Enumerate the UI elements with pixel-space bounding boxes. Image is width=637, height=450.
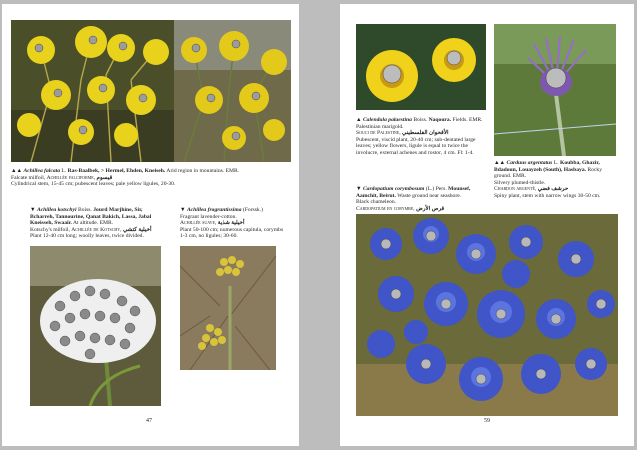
description: Plant 12-40 cm long; woolly leaves, twice divided. — [30, 233, 144, 240]
habitat: At altitude. EMR. — [73, 220, 114, 227]
habitat: Fields. EMR. — [452, 117, 483, 123]
common-name-fr: Souci de Palestine, — [356, 130, 401, 137]
caption-achillea-falcata — [11, 168, 291, 188]
common-name-ar: أخيلية كتشي — [122, 226, 152, 233]
achillea-falcata-closeup-photo — [174, 20, 291, 162]
right-page — [340, 4, 634, 446]
achillea-kotschyi-photo — [30, 246, 161, 406]
description: Plant 50-100 cm; numerous capitula, corymbs 1-3 cm, no ligules; 30-60. — [180, 226, 284, 240]
common-name: Falcate milfoil, — [11, 174, 46, 181]
description: Pubescent, viscid plant, 20-40 cm; sub-dentated large leaves; yellow flowers, ligule is equal to twice the involucre, external achenes and rostor, 4 cm. Fl: 1-4. — [356, 136, 476, 156]
locations: Naqoura. — [428, 117, 452, 123]
achillea-fragrantissima-photo — [180, 246, 276, 370]
species-author: Boiss. — [77, 207, 92, 213]
caption-carduus-argentatus — [494, 160, 618, 200]
common-name-ar: أخيلية شذية — [217, 220, 245, 227]
page-number: 47 — [146, 418, 152, 424]
species-name: Carduus argentatus — [506, 160, 553, 166]
caption-cardopatium-corymbosum — [356, 186, 488, 212]
caption-calendula-palaestina — [356, 117, 486, 157]
achillea-falcata-photo — [11, 20, 174, 162]
left-page — [2, 4, 299, 446]
common-name-fr: Cardopatium en corymbe, — [356, 205, 415, 212]
species-author: L. — [61, 168, 67, 174]
common-name: Fragrant lavender-cotton. — [180, 213, 237, 220]
common-name-fr: Achillée de Kotschy, — [71, 226, 122, 233]
common-name-ar: قيسوم — [96, 174, 113, 181]
species-author: (L.) Pers. — [425, 186, 447, 192]
cardopatium-corymbosum-photo — [356, 214, 618, 416]
carduus-argentatus-photo — [494, 24, 616, 156]
description: Spiny plant, stem with narrow wings 30-50 cm. — [494, 192, 601, 199]
species-name: Achillea kotschyi — [36, 207, 77, 213]
species-author: (Forssk.) — [242, 207, 263, 213]
locations: Jourd Marjhine, Sir, Bcharreh, Tannourine, Qanat Bakich, Lassa, Jabal Kneisseh, Swaaïr. — [30, 207, 152, 227]
caption-marker: ▼ — [180, 207, 186, 213]
species-name: Achillea falcata — [23, 168, 60, 174]
habitat: Waste ground near seashore. — [397, 192, 462, 199]
species-author: L. — [553, 160, 559, 166]
locations: Ras-Baalbek, > Hermel, Ehden, Kneiseh. — [67, 168, 166, 174]
common-name-ar: حرشف فضي — [537, 186, 569, 193]
common-name-ar: قرص الأرض — [416, 205, 445, 212]
locations: Koubba, Ghazir, Bdadoun, Louayzeh (South), Hasbaya. — [494, 160, 600, 173]
habitat: Arid region in mountains. EMR. — [166, 168, 240, 174]
common-name-fr: Achillée suave, — [180, 220, 217, 227]
species-name: Cardopatium corymbosum — [362, 186, 425, 192]
description: Cylindrical stem, 15-45 cm; pubescent leaves; pale yellow ligules, 20-30. — [11, 181, 176, 188]
caption-achillea-kotschyi — [30, 207, 158, 240]
caption-marker: ▲ — [356, 117, 362, 123]
caption-marker: ▼ — [30, 207, 36, 213]
common-name: Black chameleon. — [356, 199, 397, 206]
caption-marker: ▼ — [356, 186, 362, 192]
common-name: Silvery plumed-thistle. — [494, 179, 546, 186]
common-name-ar: الأقحوان الفلسطيني — [402, 130, 449, 137]
caption-marker: ▲▲ — [11, 168, 23, 174]
common-name-fr: Achillée falciforme, — [46, 174, 96, 181]
common-name: Palestinian marigold. — [356, 123, 404, 130]
species-author: Boiss. — [413, 117, 428, 123]
habitat: Rocky ground. EMR. — [494, 166, 603, 180]
caption-achillea-fragrantissima — [180, 207, 284, 240]
species-name: Calendula palaestina — [362, 117, 412, 123]
caption-marker: ▲▲ — [494, 160, 506, 166]
page-number: 59 — [484, 418, 490, 424]
locations: Mounsef, Aamchit, Beirut. — [356, 186, 471, 199]
calendula-palaestina-photo — [356, 24, 486, 110]
common-name-fr: Chardon argenté, — [494, 186, 537, 193]
species-name: Achillea fragrantissima — [186, 207, 242, 213]
common-name: Kotschy's milfoil, — [30, 226, 70, 233]
